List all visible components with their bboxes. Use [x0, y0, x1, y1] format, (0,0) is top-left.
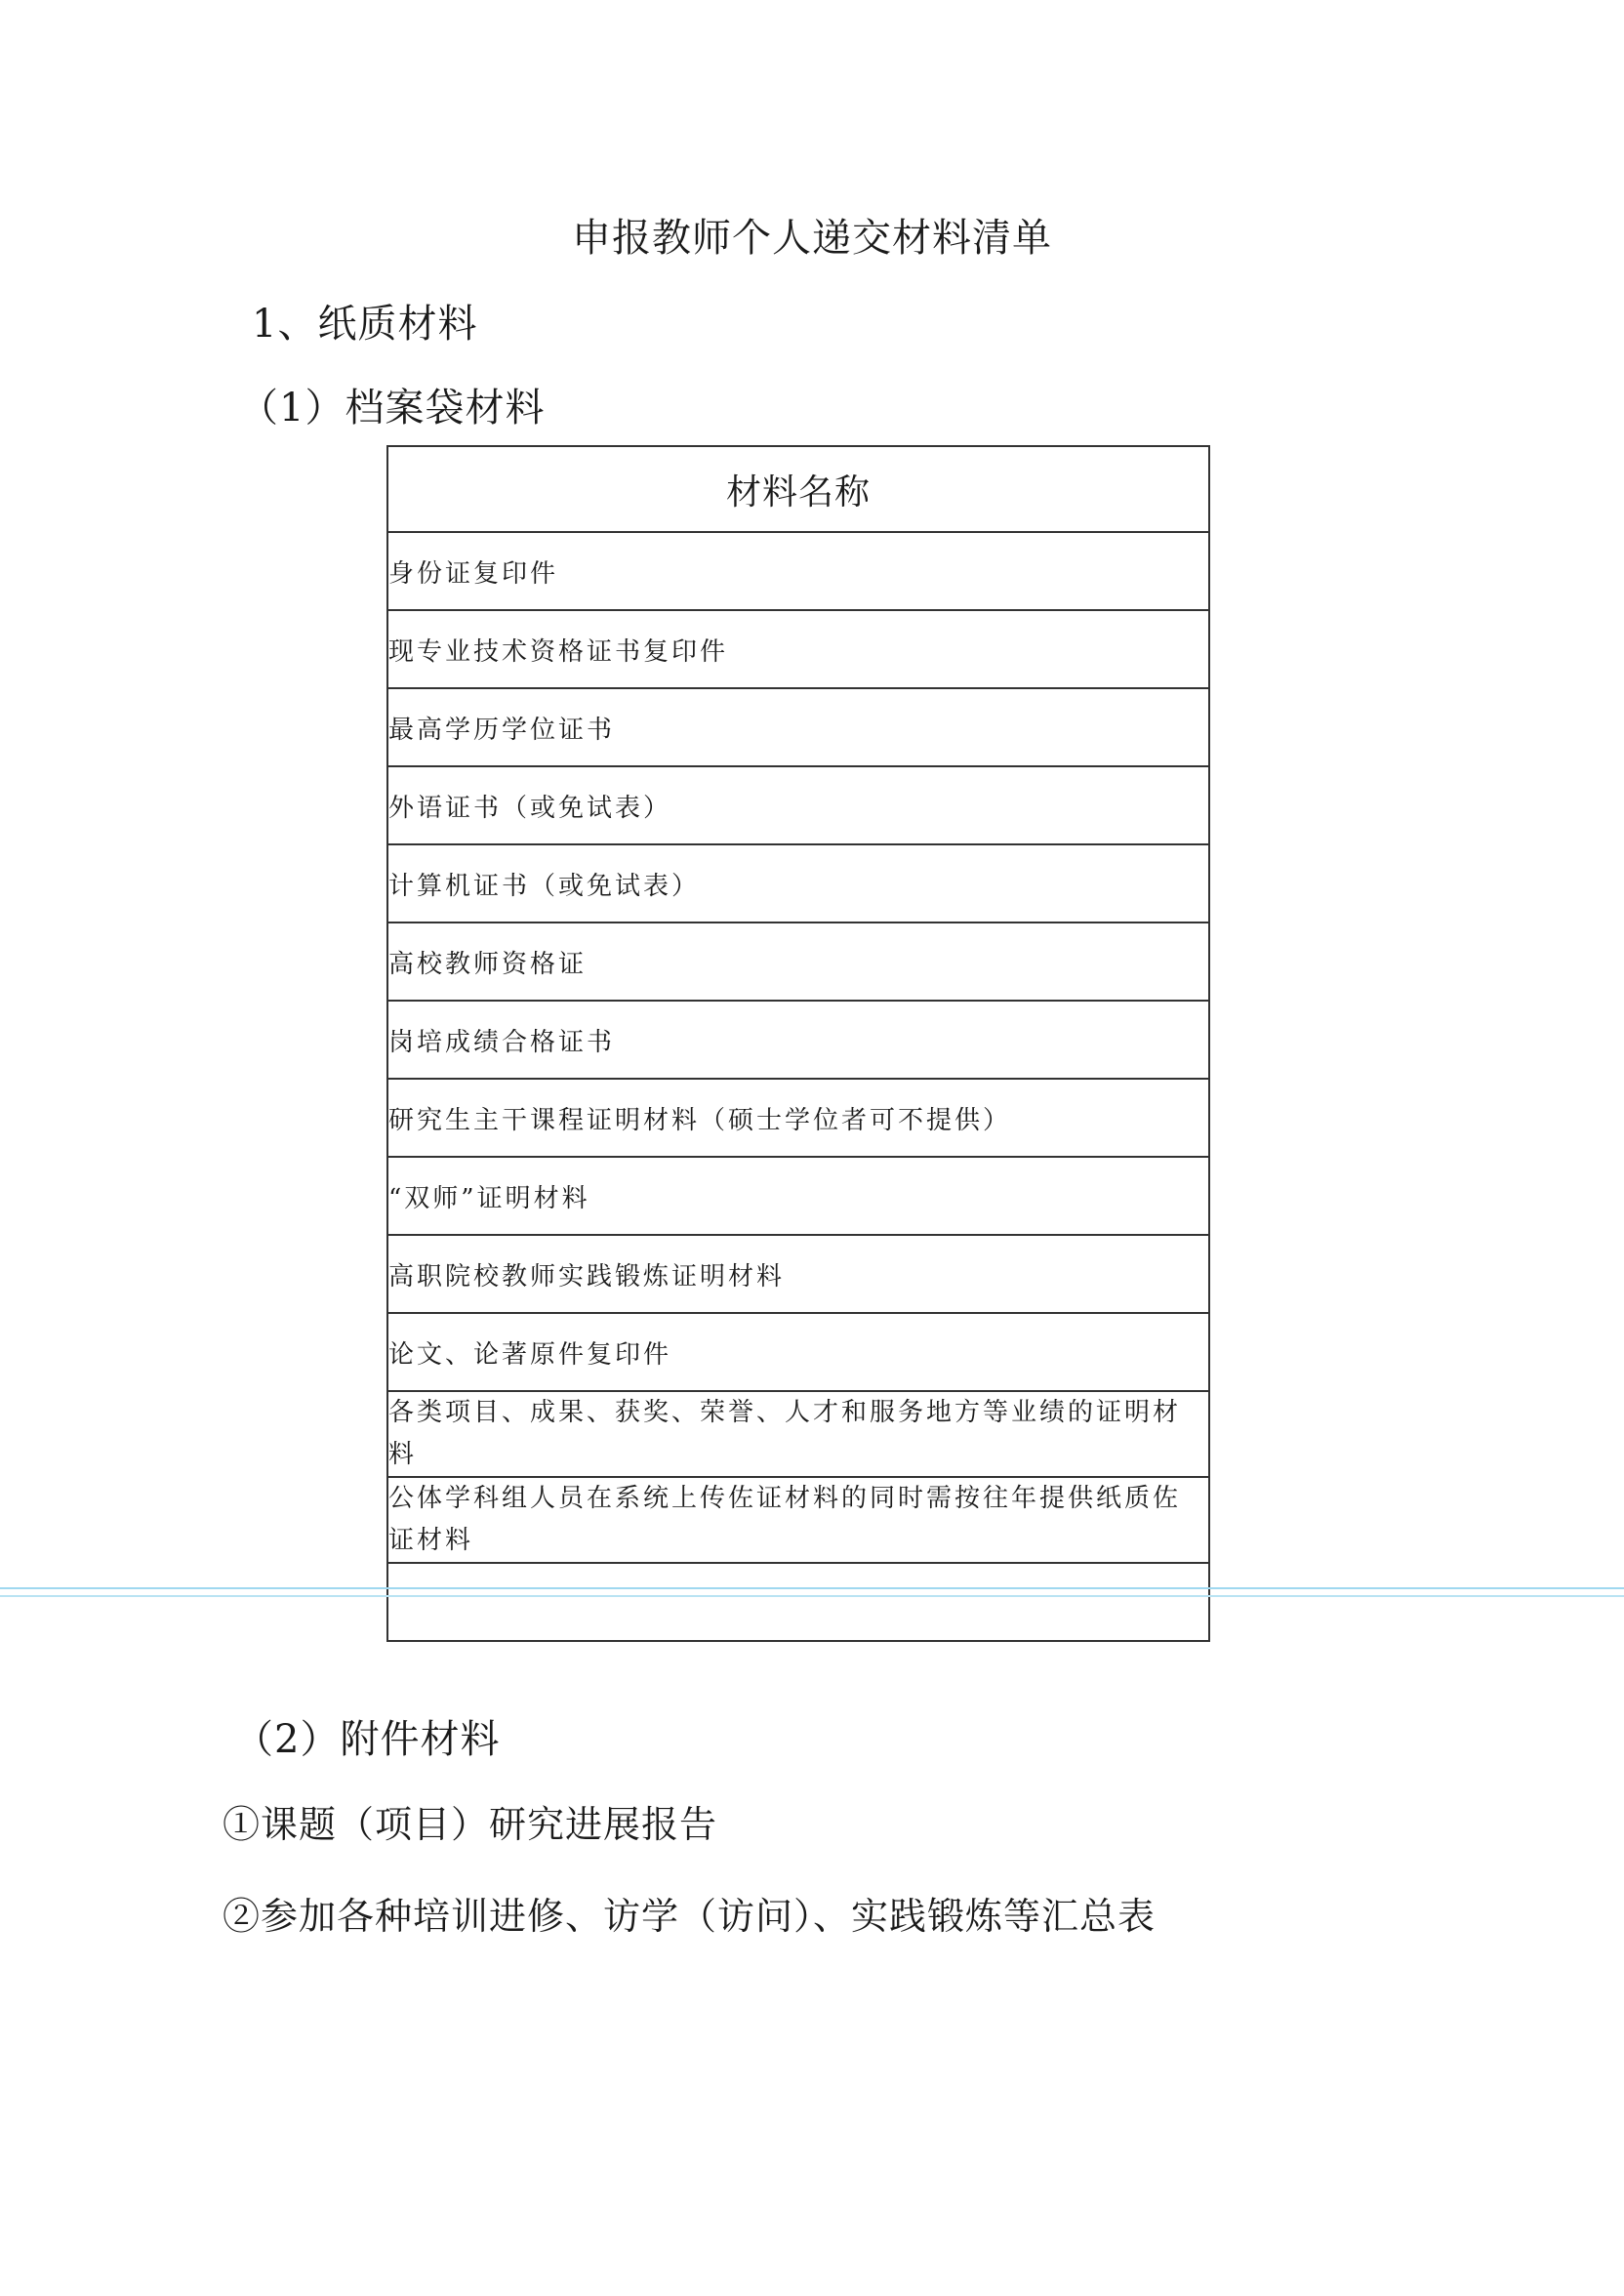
table-cell-empty	[387, 1563, 1209, 1641]
table-row	[387, 1563, 1209, 1641]
table-row	[387, 1001, 1209, 1079]
table-cell: 各类项目、成果、获奖、荣誉、人才和服务地方等业绩的证明材料	[387, 1391, 1209, 1477]
scan-artifact-line	[0, 1587, 1624, 1589]
table-cell: 高职院校教师实践锻炼证明材料	[387, 1235, 1209, 1313]
table-cell: 现专业技术资格证书复印件	[387, 610, 1209, 688]
attachment-item: ①课题（项目）研究进展报告	[223, 1803, 718, 1846]
materials-table	[386, 445, 1210, 1642]
table-row	[387, 1157, 1209, 1235]
table-row	[387, 1079, 1209, 1157]
table-row	[387, 1391, 1209, 1477]
column-header-material-name: 材料名称	[387, 446, 1209, 532]
table-cell: 身份证复印件	[387, 532, 1209, 610]
table-cell: 岗培成绩合格证书	[387, 1001, 1209, 1079]
attachment-item: ②参加各种培训进修、访学（访问）、实践锻炼等汇总表	[223, 1895, 1157, 1938]
table-cell: 计算机证书（或免试表）	[387, 844, 1209, 922]
page-title: 申报教师个人递交材料清单	[572, 216, 1052, 261]
subsection-heading-attachments: （2）附件材料	[234, 1717, 501, 1762]
scan-artifact-line	[0, 1595, 1624, 1597]
table-row	[387, 1235, 1209, 1313]
table-row	[387, 922, 1209, 1001]
table-row	[387, 532, 1209, 610]
table-row	[387, 1313, 1209, 1391]
table-row	[387, 610, 1209, 688]
table-row	[387, 688, 1209, 766]
table-cell: “双师”证明材料	[387, 1157, 1209, 1235]
table-cell: 最高学历学位证书	[387, 688, 1209, 766]
table-row	[387, 1477, 1209, 1563]
section-heading-paper-materials: 1、纸质材料	[252, 302, 478, 347]
table-cell: 论文、论著原件复印件	[387, 1313, 1209, 1391]
table-row	[387, 844, 1209, 922]
table-row	[387, 766, 1209, 844]
table-header-row	[387, 446, 1209, 532]
subsection-heading-file-bag: （1）档案袋材料	[239, 386, 546, 430]
table-cell: 公体学科组人员在系统上传佐证材料的同时需按往年提供纸质佐证材料	[387, 1477, 1209, 1563]
table-cell: 外语证书（或免试表）	[387, 766, 1209, 844]
table-cell: 高校教师资格证	[387, 922, 1209, 1001]
table-cell: 研究生主干课程证明材料（硕士学位者可不提供）	[387, 1079, 1209, 1157]
